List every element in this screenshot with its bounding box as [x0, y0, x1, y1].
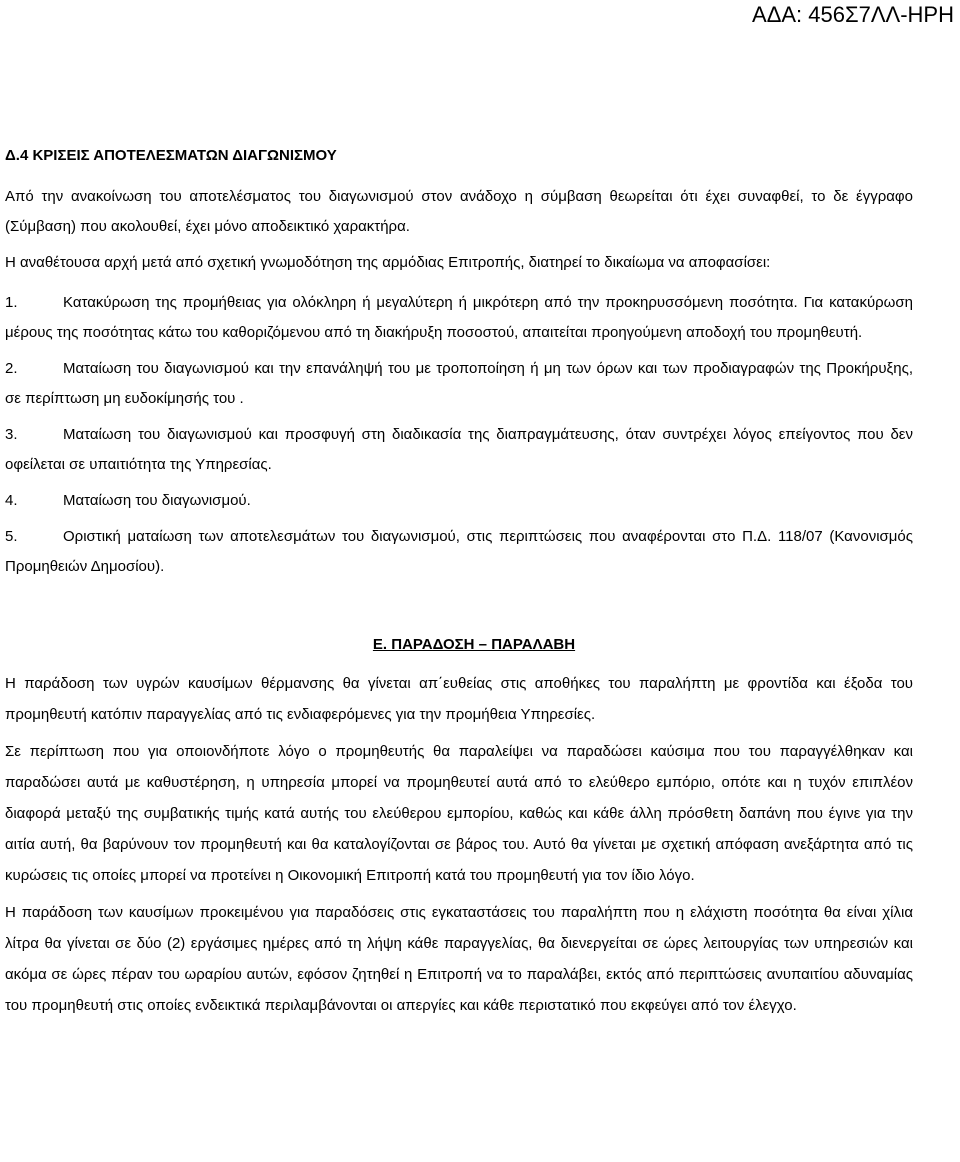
decision-item-number: 1. — [5, 294, 18, 311]
decision-item-text: Ματαίωση του διαγωνισμού και προσφυγή στη διαδικασία της διαπραγμάτευσης, όταν συντρέχει λόγος επείγοντος που δεν οφείλεται σε υπαιτιότητα της Υπηρεσίας. — [5, 426, 913, 473]
section-d4-title: Δ.4 ΚΡΙΣΕΙΣ ΑΠΟΤΕΛΕΣΜΑΤΩΝ ΔΙΑΓΩΝΙΣΜΟΥ — [5, 147, 337, 164]
decision-item-5 — [5, 522, 913, 582]
decision-item-number: 2. — [5, 360, 18, 377]
decision-list — [5, 288, 913, 582]
ada-code: ΑΔΑ: 456Σ7ΛΛ-ΗΡΗ — [752, 2, 954, 27]
decision-item-3 — [5, 420, 913, 480]
decision-item-4 — [5, 486, 913, 516]
quantity-paragraph: Η παράδοση των καυσίμων προκειμένου για παραδόσεις στις εγκαταστάσεις του παραλήπτη που η ελάχιστη ποσότητα θα είναι χίλια λίτρα θα γίνεται σε δύο (2) εργάσιμες ημέρες από τη λήψη κάθε παραγγελίας, θα διενεργείται σε ώρες λειτουργίας των υπηρεσιών και ακόμα σε ώρες πέραν του ωραρίου αυτών, εφόσον ζητηθεί η Επιτροπή να το παραλάβει, εκτός από περιπτώσεις ανυπαιτίου αδυναμίας του προμηθευτή στις οποίες ενδεικτικά περιλαμβάνονται οι απεργίες και κάθε περιστατικό που εκφεύγει από τον έλεγχο. — [5, 904, 913, 1014]
document-page — [5, 141, 913, 1027]
decision-item-text: Ματαίωση του διαγωνισμού. — [63, 492, 251, 509]
section-d4-intro: Από την ανακοίνωση του αποτελέσματος του διαγωνισμού στον ανάδοχο η σύμβαση θεωρείται ότι έχει συναφθεί, το δε έγγραφο (Σύμβαση) που ακολουθεί, έχει μόνο αποδεικτικό χαρακτήρα. — [5, 188, 913, 235]
decision-item-number: 3. — [5, 426, 18, 443]
decision-item-text: Ματαίωση του διαγωνισμού και την επανάληψή του με τροποποίηση ή μη των όρων και των προδιαγραφών της Προκήρυξης, σε περίπτωση μη ευδοκίμησής του . — [5, 360, 913, 407]
section-e-title: Ε. ΠΑΡΑΔΟΣΗ – ΠΑΡΑΛΑΒΗ — [372, 636, 576, 653]
delivery-paragraph: Η παράδοση των υγρών καυσίμων θέρμανσης θα γίνεται απ΄ευθείας στις αποθήκες του παραλήπτη με φροντίδα και έξοδα του προμηθευτή κατόπιν παραγγελίας από τις ενδιαφερόμενες για την προμήθεια Υπηρεσίες. — [5, 675, 913, 723]
decision-item-2 — [5, 354, 913, 414]
decision-item-1 — [5, 288, 913, 348]
decision-item-number: 4. — [5, 492, 18, 509]
section-d4-authority: Η αναθέτουσα αρχή μετά από σχετική γνωμοδότηση της αρμόδιας Επιτροπής, διατηρεί το δικαίωμα να αποφασίσει: — [5, 254, 771, 271]
decision-item-text: Οριστική ματαίωση των αποτελεσμάτων του διαγωνισμού, στις περιπτώσεις που αναφέρονται στο Π.Δ. 118/07 (Κανονισμός Προμηθειών Δημοσίου). — [5, 528, 913, 575]
decision-item-number: 5. — [5, 528, 18, 545]
decision-item-text: Κατακύρωση της προμήθειας για ολόκληρη ή μεγαλύτερη ή μικρότερη από την προκηρυσσόμενη ποσότητα. Για κατακύρωση μέρους της ποσότητας κάτω του καθοριζόμενου από τη διακήρυξη ποσοστού, απαιτείται προηγούμενη αποδοχή του προμηθευτή. — [5, 294, 913, 341]
delay-paragraph: Σε περίπτωση που για οποιονδήποτε λόγο ο προμηθευτής θα παραλείψει να παραδώσει καύσιμα που του παραγγέλθηκαν και παραδώσει αυτά με καθυστέρηση, η υπηρεσία μπορεί να προμηθευτεί αυτά από το ελεύθερο εμπόριο, οπότε και η τυχόν επιπλέον διαφορά μεταξύ της συμβατικής τιμής κατά αυτής του ελεύθερου εμπορίου, καθώς και κάθε άλλη πρόσθετη δαπάνη που έγινε για την αιτία αυτή, θα βαρύνουν τον προμηθευτή και θα καταλογίζονται σε βάρος του. Αυτό θα γίνεται με σχετική απόφαση ανεξάρτητα από τις κυρώσεις τις οποίες μπορεί να προτείνει η Οικονομική Επιτροπή κατά του προμηθευτή για τον ίδιο λόγο. — [5, 743, 913, 884]
